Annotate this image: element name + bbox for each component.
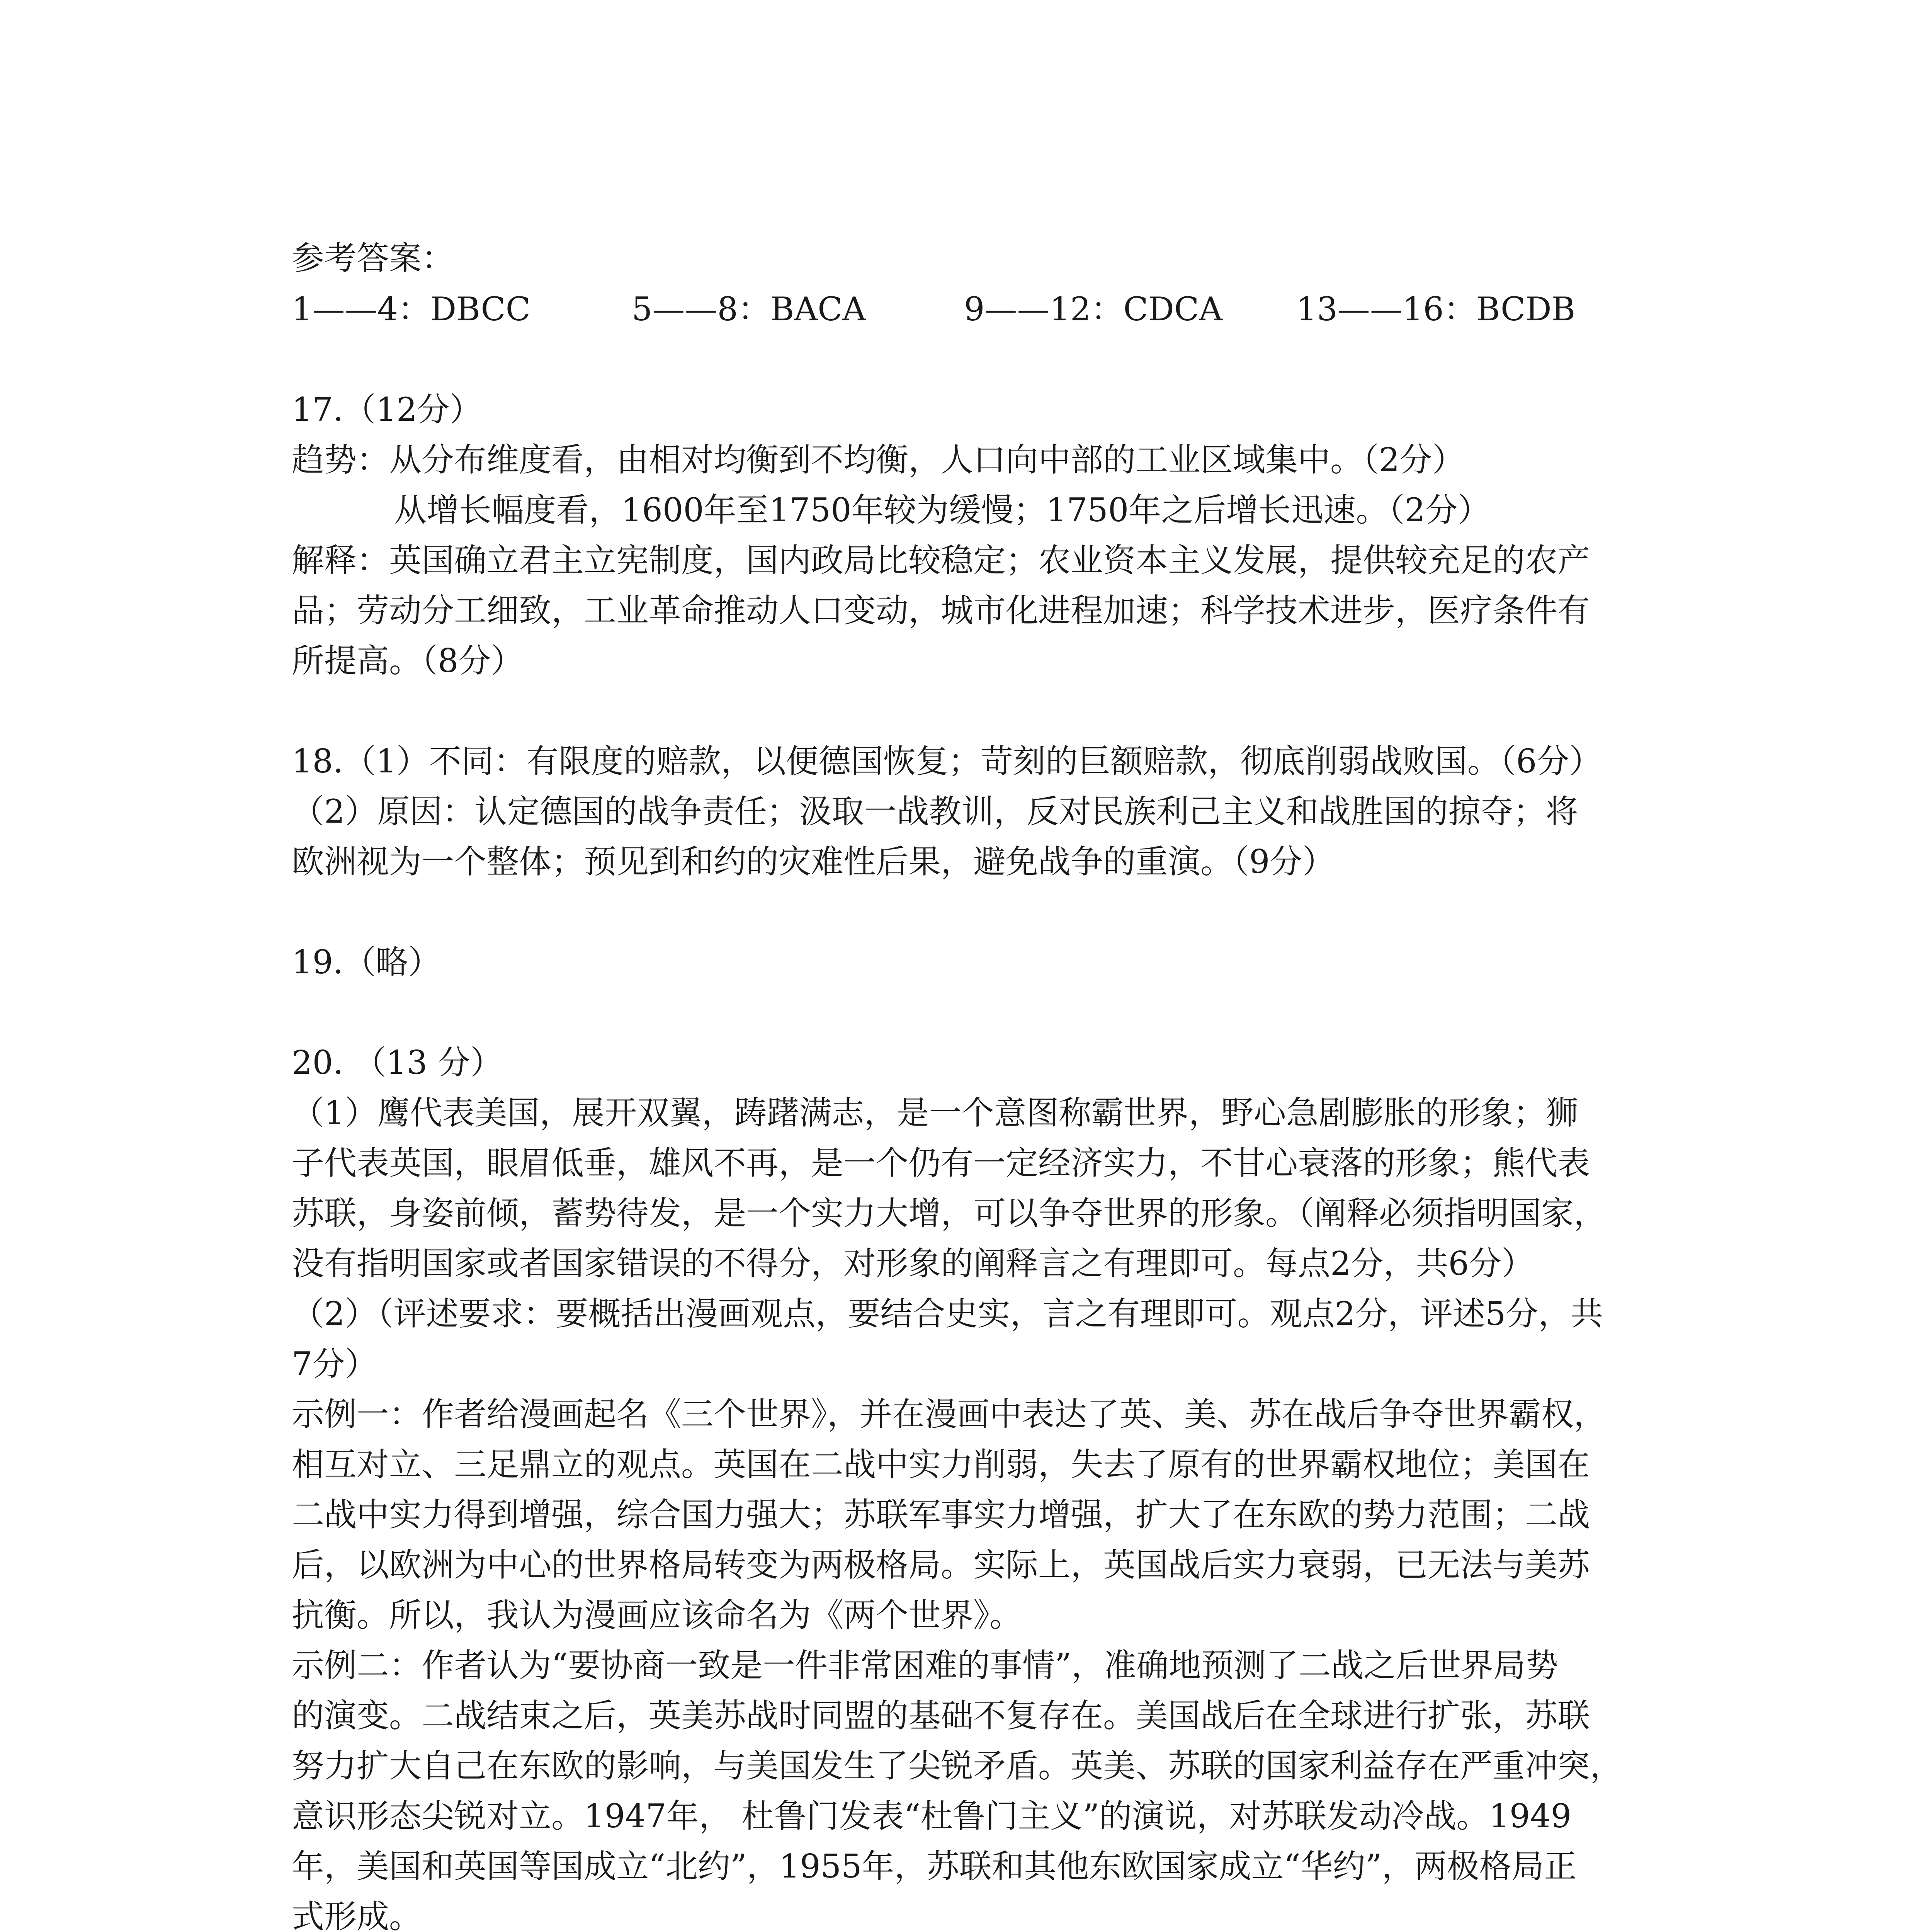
answer-group-4: 13——16：BCDB [1296, 290, 1576, 328]
q17-explain-1: 解释：英国确立君主立宪制度，国内政局比较稳定；农业资本主义发展，提供较充足的农产 [292, 541, 1590, 579]
q17-trend-2: 从增长幅度看，1600年至1750年较为缓慢；1750年之后增长迅速。（2分） [394, 491, 1490, 529]
q19-title: 19.（略） [292, 943, 441, 981]
answers-row [292, 288, 1644, 330]
q17-explain-2: 品；劳动分工细致，工业革命推动人口变动，城市化进程加速；科学技术进步，医疗条件有 [292, 592, 1590, 629]
q20-part1-3: 苏联，身姿前倾，蓄势待发，是一个实力大增，可以争夺世界的形象。（阐释必须指明国家， [292, 1194, 1607, 1232]
q20-example1-2: 相互对立、三足鼎立的观点。英国在二战中实力削弱，失去了原有的世界霸权地位；美国在 [292, 1446, 1590, 1483]
answer-group-1: 1——4：DBCC [292, 290, 531, 328]
q18-part2-1: （2）原因：认定德国的战争责任；汲取一战教训，反对民族利己主义和战胜国的掠夺；将 [292, 793, 1578, 830]
answer-group-3: 9——12：CDCA [964, 290, 1222, 328]
q20-example1-5: 抗衡。所以，我认为漫画应该命名为《两个世界》。 [292, 1596, 1022, 1634]
q20-example2-4: 意识形态尖锐对立。1947年， 杜鲁门发表“杜鲁门主义”的演说，对苏联发动冷战。1949 [292, 1797, 1572, 1835]
answer-group-2: 5——8：BACA [632, 290, 866, 328]
answers-header: 参考答案： [292, 239, 454, 277]
q20-part1-2: 子代表英国，眼眉低垂，雄风不再，是一个仍有一定经济实力，不甘心衰落的形象；熊代表 [292, 1144, 1590, 1182]
q20-part2-2: 7分） [292, 1345, 377, 1383]
q17-title: 17.（12分） [292, 391, 482, 429]
q17-trend-1: 趋势：从分布维度看，由相对均衡到不均衡，人口向中部的工业区域集中。（2分） [292, 441, 1465, 479]
q20-example2-6: 式形成。 [292, 1898, 422, 1932]
q20-example2-5: 年，美国和英国等国成立“北约”，1955年，苏联和其他东欧国家成立“华约”，两极格局正 [292, 1847, 1577, 1885]
q20-part2-1: （2）（评述要求：要概括出漫画观点，要结合史实，言之有理即可。观点2分，评述5分，共 [292, 1295, 1603, 1333]
q20-example2-3: 努力扩大自己在东欧的影响，与美国发生了尖锐矛盾。英美、苏联的国家利益存在严重冲突， [292, 1747, 1623, 1785]
q20-title: 20. （13 分） [292, 1044, 503, 1082]
q20-example1-3: 二战中实力得到增强，综合国力强大；苏联军事实力增强，扩大了在东欧的势力范围；二战 [292, 1496, 1590, 1534]
q20-example2-1: 示例二：作者认为“要协商一致是一件非常困难的事情”，准确地预测了二战之后世界局势 [292, 1646, 1558, 1684]
q20-part1-1: （1）鹰代表美国，展开双翼，踌躇满志，是一个意图称霸世界，野心急剧膨胀的形象；狮 [292, 1094, 1578, 1132]
q17-explain-3: 所提高。（8分） [292, 642, 524, 680]
q20-example1-4: 后，以欧洲为中心的世界格局转变为两极格局。实际上，英国战后实力衰弱，已无法与美苏 [292, 1546, 1590, 1584]
q20-example1-1: 示例一：作者给漫画起名《三个世界》，并在漫画中表达了英、美、苏在战后争夺世界霸权， [292, 1395, 1607, 1433]
q18-part2-2: 欧洲视为一个整体；预见到和约的灾难性后果，避免战争的重演。（9分） [292, 843, 1335, 881]
q20-example2-2: 的演变。二战结束之后，英美苏战时同盟的基础不复存在。美国战后在全球进行扩张，苏联 [292, 1697, 1590, 1735]
q20-part1-4: 没有指明国家或者国家错误的不得分，对形象的阐释言之有理即可。每点2分，共6分） [292, 1245, 1534, 1282]
q18-part1: 18.（1）不同：有限度的赔款，以便德国恢复；苛刻的巨额赔款，彻底削弱战败国。（6分） [292, 742, 1602, 780]
